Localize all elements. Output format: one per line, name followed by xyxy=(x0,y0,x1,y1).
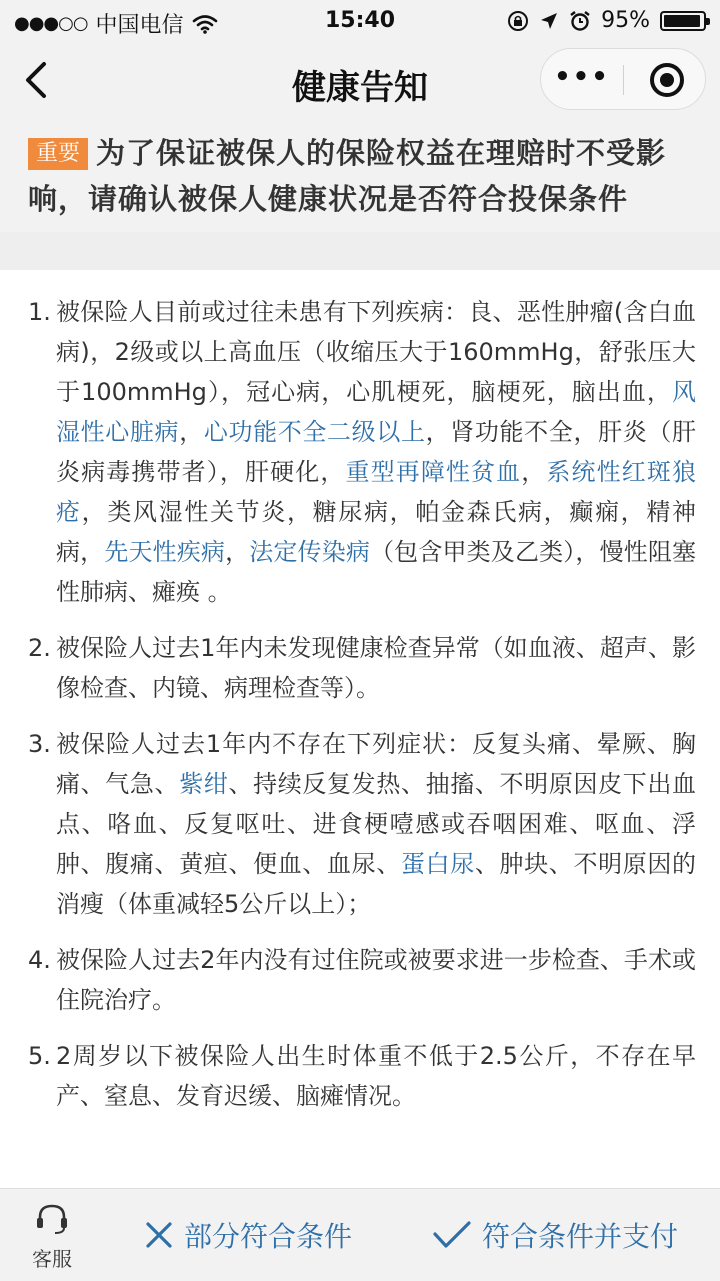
condition-text-segment: （包含甲类及乙类），慢性阻塞性肺病、瘫痪 。 xyxy=(56,538,697,606)
partial-match-label: 部分符合条件 xyxy=(184,1220,353,1253)
customer-service-button[interactable] xyxy=(22,1203,82,1272)
condition-text-segment: 被保险人目前或过往未患有下列疾病：良、恶性肿瘤(含白血病)，2级或以上高血压（收缩压大于160mmHg，舒张压大于100mmHg），冠心病，心肌梗死，脑梗死，脑出血， xyxy=(56,298,696,406)
condition-number: 5. xyxy=(28,1042,51,1070)
disease-term-link[interactable]: 心功能不全二级以上 xyxy=(203,418,426,446)
condition-item xyxy=(28,292,696,612)
location-icon xyxy=(539,11,559,31)
section-divider xyxy=(0,232,720,270)
customer-service-label: 客服 xyxy=(32,1247,72,1271)
conditions-container xyxy=(28,292,696,1116)
target-close-icon[interactable] xyxy=(650,63,684,97)
disease-term-link[interactable]: 风湿性心脏病 xyxy=(56,378,696,446)
condition-number: 3. xyxy=(28,730,51,758)
check-icon xyxy=(432,1220,472,1250)
condition-item xyxy=(28,940,696,1020)
condition-text-segment: ， xyxy=(179,418,204,446)
headset-icon xyxy=(35,1203,69,1235)
more-dots-icon[interactable]: ••• xyxy=(554,62,610,92)
condition-item xyxy=(28,1036,696,1116)
condition-item xyxy=(28,724,696,924)
notice-text xyxy=(28,130,696,222)
mini-program-capsule xyxy=(540,48,706,110)
condition-item xyxy=(28,628,696,708)
x-icon xyxy=(144,1220,174,1250)
condition-text-segment: ， xyxy=(225,538,250,566)
disease-term-link[interactable]: 重型再障性贫血 xyxy=(345,458,522,486)
disease-term-link[interactable]: 蛋白尿 xyxy=(400,850,475,878)
orientation-lock-icon xyxy=(507,10,529,32)
disease-term-link[interactable]: 法定传染病 xyxy=(249,538,371,566)
condition-text-segment: 2周岁以下被保险人出生时体重不低于2.5公斤，不存在早产、窒息、发育迟缓、脑瘫情况。 xyxy=(56,1042,696,1110)
condition-text xyxy=(56,724,696,924)
status-bar xyxy=(0,0,720,40)
confirm-and-pay-label: 符合条件并支付 xyxy=(482,1220,679,1253)
condition-text-segment: 被保险人过去1年内未发现健康检查异常（如血液、超声、影像检查、内镜、病理检查等）。 xyxy=(56,634,696,702)
condition-text-segment: ，类风湿性关节炎，糖尿病，帕金森氏病，癫痫，精神病， xyxy=(56,498,697,566)
battery-icon xyxy=(660,11,706,31)
confirm-and-pay-button[interactable] xyxy=(432,1215,678,1255)
important-badge: 重要 xyxy=(28,138,88,170)
condition-text-segment: 、肿块、不明原因的消瘦（体重减轻5公斤以上）； xyxy=(56,850,697,918)
carrier-name: 中国电信 xyxy=(95,13,184,38)
disease-term-link[interactable]: 先天性疾病 xyxy=(104,538,226,566)
condition-text-segment: ， xyxy=(521,458,547,486)
condition-text xyxy=(56,628,696,708)
condition-text xyxy=(56,1036,696,1116)
disease-term-link[interactable]: 系统性红斑狼疮 xyxy=(56,458,697,526)
alarm-icon xyxy=(569,10,591,32)
condition-number: 1. xyxy=(28,298,51,326)
condition-number: 4. xyxy=(28,946,51,974)
important-notice xyxy=(0,122,720,232)
partial-match-button[interactable] xyxy=(144,1215,352,1255)
health-conditions-list xyxy=(0,270,720,1190)
condition-text-segment: ，肾功能不全，肝炎（肝炎病毒携带者），肝硬化， xyxy=(56,418,697,486)
status-time: 15:40 xyxy=(324,8,396,33)
page-title: 健康告知 xyxy=(292,68,428,108)
nav-bar xyxy=(0,40,720,122)
condition-text-segment: 被保险人过去2年内没有过住院或被要求进一步检查、手术或住院治疗。 xyxy=(56,946,696,1014)
condition-text-segment: 、持续反复发热、抽搐、不明原因皮下出血点、咯血、反复呕吐、进食梗噎感或吞咽困难、呕血、浮肿、腹痛、黄疸、便血、血尿、 xyxy=(56,770,697,878)
battery-percent: 95% xyxy=(601,8,650,33)
disease-term-link[interactable]: 紫绀 xyxy=(179,770,229,798)
condition-text xyxy=(56,940,696,1020)
signal-strength-icon: ●●●○○ xyxy=(14,13,88,34)
condition-text-segment: 被保险人过去1年内不存在下列症状：反复头痛、晕厥、胸痛、气急、 xyxy=(56,730,696,798)
condition-text xyxy=(56,292,696,612)
notice-message: 为了保证被保人的保险权益在理赔时不受影响，请确认被保人健康状况是否符合投保条件 xyxy=(28,136,667,216)
bottom-action-bar xyxy=(0,1188,720,1281)
status-right xyxy=(507,8,706,33)
capsule-divider xyxy=(623,65,624,95)
battery-fill xyxy=(664,15,700,27)
condition-number: 2. xyxy=(28,634,51,662)
